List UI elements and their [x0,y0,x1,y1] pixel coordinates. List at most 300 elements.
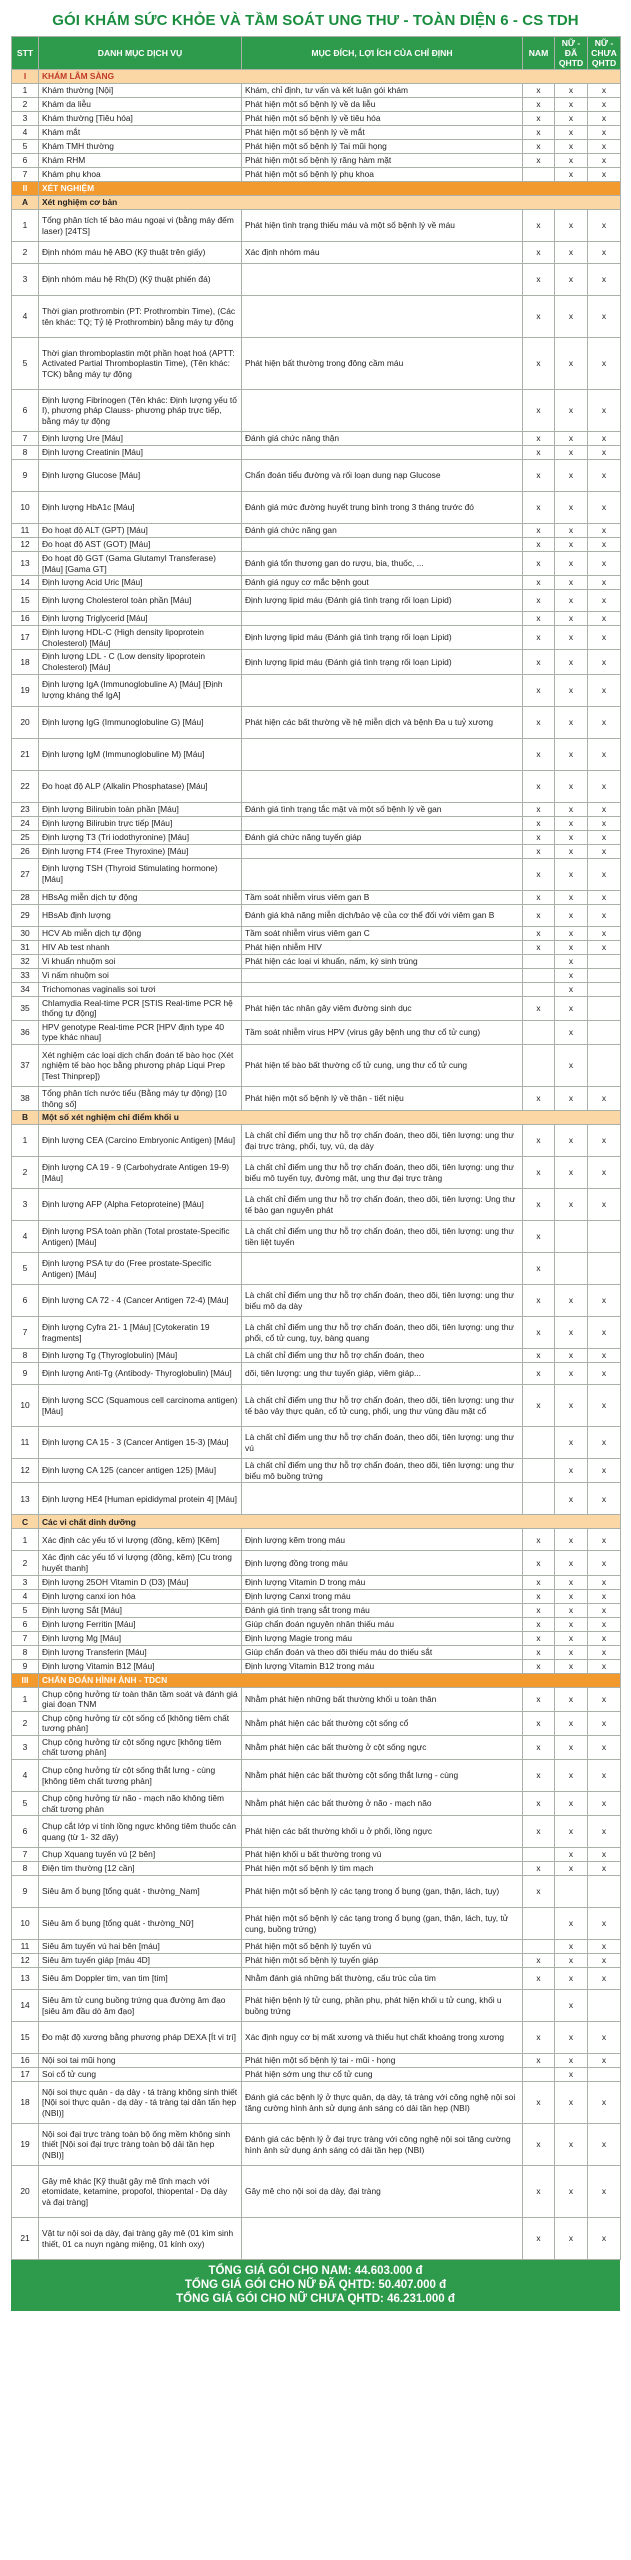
section-row [12,70,621,84]
female-single-mark: x [588,1285,621,1317]
table-row [12,2022,621,2054]
female-married-mark: x [555,770,588,802]
table-row [12,1285,621,1317]
male-mark [523,168,555,182]
female-married-mark: x [555,1848,588,1862]
section-row [12,1673,621,1687]
service-name: Chụp Xquang tuyến vú [2 bên] [39,1848,242,1862]
row-number: 38 [12,1086,39,1110]
table-row [12,84,621,98]
service-name: Định lượng PSA tự do (Free prostate-Specific Antigen) [Máu] [39,1253,242,1285]
service-purpose: Nhằm phát hiện các bất thường ở cột sống ngực [242,1735,523,1759]
female-single-mark: x [588,168,621,182]
row-number: 18 [12,650,39,674]
table-row [12,140,621,154]
service-name: Định lượng Bilirubin trực tiếp [Máu] [39,816,242,830]
table-row [12,1735,621,1759]
row-number: 10 [12,1908,39,1940]
female-single-mark: x [588,432,621,446]
male-mark: x [523,84,555,98]
male-mark: x [523,706,555,738]
female-single-mark: x [588,538,621,552]
section-title: Các vi chất dinh dưỡng [39,1515,621,1529]
service-name: Đo hoạt độ ALP (Alkalin Phosphatase) [Máu] [39,770,242,802]
female-married-mark: x [555,926,588,940]
section-number: I [12,70,39,84]
male-mark: x [523,538,555,552]
male-mark [523,1908,555,1940]
row-number: 19 [12,674,39,706]
row-number: 6 [12,1285,39,1317]
male-mark: x [523,1760,555,1792]
subsection-row [12,1111,621,1125]
service-name: Trichomonas vaginalis soi tươi [39,982,242,996]
female-single-mark: x [588,1816,621,1848]
male-mark: x [523,904,555,926]
female-married-mark: x [555,1189,588,1221]
service-purpose: Định lượng lipid máu (Đánh giá tình trạng rối loạn Lipid) [242,650,523,674]
service-name: Soi cổ tử cung [39,2068,242,2082]
service-name: Định lượng HbA1c [Máu] [39,492,242,524]
service-name: Định lượng PSA toàn phần (Total prostate-Specific Antigen) [Máu] [39,1221,242,1253]
row-number: 30 [12,926,39,940]
female-married-mark: x [555,84,588,98]
service-purpose [242,538,523,552]
service-name: Định lượng Fibrinogen (Tên khác: Định lượng yếu tố I), phương pháp Clauss- phương pháp trực tiếp, bằng máy tự động [39,390,242,432]
service-name: Siêu âm ổ bụng [tổng quát - thường_Nữ] [39,1908,242,1940]
female-married-mark: x [555,1385,588,1427]
service-name: HBsAg miễn dịch tự động [39,890,242,904]
service-name: Khám RHM [39,154,242,168]
service-purpose: Là chất chỉ điểm ung thư hỗ trợ chẩn đoán, theo dõi, tiên lượng: ung thư biểu mô buồng trứng [242,1459,523,1483]
table-row [12,830,621,844]
row-number: 15 [12,2022,39,2054]
row-number: 17 [12,626,39,650]
female-single-mark: x [588,1617,621,1631]
row-number: 12 [12,538,39,552]
female-married-mark: x [555,1792,588,1816]
service-name: HBsAb định lượng [39,904,242,926]
service-name: Chụp cộng hưởng từ toàn thân tầm soát và đánh giá giai đoạn TNM [39,1687,242,1711]
female-married-mark: x [555,446,588,460]
service-name: Định lượng CA 125 (cancer antigen 125) [Máu] [39,1459,242,1483]
service-purpose: Là chất chỉ điểm ung thư hỗ trợ chẩn đoán, theo dõi, tiên lượng: ung thư tiền liệt tuyến [242,1221,523,1253]
male-mark: x [523,1385,555,1427]
service-purpose: dõi, tiên lượng: ung thư tuyến giáp, viêm giáp... [242,1363,523,1385]
service-name: Vi nấm nhuộm soi [39,968,242,982]
service-name: Siêu âm tuyến giáp [máu 4D] [39,1954,242,1968]
service-purpose: Đánh giá khả năng miễn dịch/bảo vệ của cơ thể đối với viêm gan B [242,904,523,926]
female-married-mark: x [555,1908,588,1940]
female-married-mark: x [555,538,588,552]
female-married-mark: x [555,1427,588,1459]
service-purpose [242,446,523,460]
service-purpose: Phát hiện một số bệnh lý Tai mũi họng [242,140,523,154]
female-married-mark: x [555,338,588,390]
table-row [12,1575,621,1589]
service-purpose: Phát hiện một số bệnh lý tim mạch [242,1862,523,1876]
male-mark [523,1044,555,1086]
female-single-mark: x [588,590,621,612]
table-row [12,1189,621,1221]
service-name: Định lượng CEA (Carcino Embryonic Antigen) [Máu] [39,1125,242,1157]
female-married-mark: x [555,1760,588,1792]
service-name: Định lượng Sắt [Máu] [39,1603,242,1617]
female-married-mark: x [555,1735,588,1759]
female-single-mark: x [588,1711,621,1735]
female-single-mark: x [588,2124,621,2166]
table-row [12,112,621,126]
female-married-mark: x [555,242,588,264]
page-title: GÓI KHÁM SỨC KHỎE VÀ TẦM SOÁT UNG THƯ - TOÀN DIỆN 6 - CS TDH [52,12,579,29]
female-single-mark: x [588,1125,621,1157]
female-single-mark: x [588,98,621,112]
section-title: XÉT NGHIỆM [39,182,621,196]
table-row [12,1631,621,1645]
male-mark: x [523,1816,555,1848]
table-row [12,706,621,738]
row-number: 23 [12,802,39,816]
service-name: Định nhóm máu hệ Rh(D) (Kỹ thuật phiến đá) [39,264,242,296]
service-name: Định lượng HDL-C (High density lipoprotein Cholesterol) [Máu] [39,626,242,650]
row-number: 8 [12,1645,39,1659]
female-married-mark: x [555,1617,588,1631]
table-row [12,1908,621,1940]
service-name: Chụp cộng hưởng từ cột sống thắt lưng - cùng [không tiêm chất tương phản] [39,1760,242,1792]
row-number: 6 [12,390,39,432]
service-purpose: Phát hiện các bất thường về hệ miễn dịch và bệnh Đa u tuỷ xương [242,706,523,738]
table-row [12,524,621,538]
male-mark: x [523,650,555,674]
male-mark: x [523,2022,555,2054]
female-single-mark: x [588,1427,621,1459]
service-purpose: Nhằm phát hiện những bất thường khối u toàn thân [242,1687,523,1711]
female-married-mark: x [555,816,588,830]
female-single-mark: x [588,1908,621,1940]
section-number: B [12,1111,39,1125]
row-number: 15 [12,590,39,612]
female-single-mark: x [588,446,621,460]
service-name: Chụp cộng hưởng từ cột sống ngực [không tiêm chất tương phản] [39,1735,242,1759]
female-married-mark: x [555,954,588,968]
female-married-mark: x [555,968,588,982]
service-purpose: Gây mê cho nội soi dạ dày, đại tràng [242,2166,523,2218]
row-number: 2 [12,98,39,112]
table-row [12,2166,621,2218]
table-row [12,2082,621,2124]
service-purpose: Phát hiện một số bệnh lý về tiêu hóa [242,112,523,126]
table-row [12,802,621,816]
female-married-mark: x [555,1589,588,1603]
male-mark: x [523,1659,555,1673]
service-name: Định nhóm máu hệ ABO (Kỹ thuật trên giấy) [39,242,242,264]
service-name: Chlamydia Real-time PCR [STIS Real-time PCR hệ thống tự động] [39,996,242,1020]
female-single-mark: x [588,1792,621,1816]
service-name: Định lượng IgM (Immunoglobuline M) [Máu] [39,738,242,770]
service-name: Định lượng canxi ion hóa [39,1589,242,1603]
row-number: 7 [12,1317,39,1349]
service-name: Thời gian prothrombin (PT: Prothrombin Time), (Các tên khác: TQ; Tỷ lệ Prothrombin) bằng máy tự động [39,296,242,338]
service-purpose: Phát hiện một số bệnh lý tuyến vú [242,1940,523,1954]
female-married-mark: x [555,590,588,612]
female-single-mark: x [588,2082,621,2124]
female-single-mark: x [588,1483,621,1515]
male-mark: x [523,210,555,242]
male-mark: x [523,674,555,706]
male-mark: x [523,830,555,844]
female-married-mark: x [555,1816,588,1848]
table-row [12,1125,621,1157]
service-name: Định lượng Ferritin [Máu] [39,1617,242,1631]
service-purpose: Là chất chỉ điểm ung thư hỗ trợ chẩn đoán, theo dõi, tiên lượng: ung thư đại trực tràng, phổi, tụy, vú, dạ dày [242,1125,523,1157]
service-purpose: Định lượng Canxi trong máu [242,1589,523,1603]
row-number: 1 [12,1687,39,1711]
female-married-mark: x [555,1711,588,1735]
table-row [12,2054,621,2068]
row-number: 16 [12,612,39,626]
male-mark: x [523,1317,555,1349]
row-number: 37 [12,1044,39,1086]
service-purpose: Phát hiện một số bệnh lý tai - mũi - họng [242,2054,523,2068]
service-purpose: Đánh giá tổn thương gan do rượu, bia, thuốc, ... [242,552,523,576]
female-married-mark: x [555,2124,588,2166]
service-name: Định lượng CA 15 - 3 (Cancer Antigen 15-3) [Máu] [39,1427,242,1459]
male-mark: x [523,1086,555,1110]
female-single-mark: x [588,1363,621,1385]
service-purpose: Là chất chỉ điểm ung thư hỗ trợ chẩn đoán, theo dõi, tiên lượng: ung thư tế bào vảy thực quản, cổ tử cung, phổi, ung thư vùng đầu mặt cổ [242,1385,523,1427]
female-single-mark: x [588,1968,621,1990]
female-single-mark: x [588,1659,621,1673]
service-name: Định lượng LDL - C (Low density lipoprotein Cholesterol) [Máu] [39,650,242,674]
row-number: 8 [12,446,39,460]
table-row [12,1711,621,1735]
female-married-mark: x [555,738,588,770]
male-mark: x [523,390,555,432]
row-number: 9 [12,1876,39,1908]
female-married-mark: x [555,612,588,626]
section-title: Một số xét nghiệm chỉ điểm khối u [39,1111,621,1125]
service-purpose: Là chất chỉ điểm ung thư hỗ trợ chẩn đoán, theo [242,1349,523,1363]
service-purpose: Xác định nguy cơ bị mất xương và thiếu hụt chất khoáng trong xương [242,2022,523,2054]
male-mark: x [523,612,555,626]
row-number: 17 [12,2068,39,2082]
service-purpose: Khám, chỉ định, tư vấn và kết luận gói khám [242,84,523,98]
service-purpose: Phát hiện tế bào bất thường cổ tử cung, ung thư cổ tử cung [242,1044,523,1086]
female-married-mark: x [555,1317,588,1349]
row-number: 7 [12,168,39,182]
female-married-mark: x [555,576,588,590]
table-row [12,1020,621,1044]
female-married-mark: x [555,1862,588,1876]
female-single-mark: x [588,1735,621,1759]
male-mark: x [523,338,555,390]
male-mark: x [523,2124,555,2166]
section-number: III [12,1673,39,1687]
service-name: Khám phụ khoa [39,168,242,182]
table-row [12,446,621,460]
female-single-mark: x [588,1848,621,1862]
row-number: 5 [12,1603,39,1617]
female-single-mark: x [588,296,621,338]
female-married-mark: x [555,1086,588,1110]
table-body [12,70,621,2260]
male-mark: x [523,890,555,904]
row-number: 1 [12,84,39,98]
row-number: 36 [12,1020,39,1044]
male-mark: x [523,1157,555,1189]
male-mark: x [523,1687,555,1711]
table-row [12,1848,621,1862]
table-row [12,1968,621,1990]
service-name: Định lượng HE4 [Human epididymal protein 4] [Máu] [39,1483,242,1515]
service-purpose [242,390,523,432]
table-row [12,612,621,626]
service-name: Định lượng Anti-Tg (Antibody- Thyroglobulin) [Máu] [39,1363,242,1385]
female-single-mark [588,996,621,1020]
female-single-mark: x [588,2054,621,2068]
service-purpose [242,968,523,982]
service-name: Xác định các yếu tố vi lượng (đồng, kẽm) [Cu trong huyết thanh] [39,1551,242,1575]
female-single-mark: x [588,890,621,904]
total-female-married: TỔNG GIÁ GÓI CHO NỮ ĐÃ QHTD: 50.407.000 đ [184,2279,447,2292]
service-name: Định lượng Creatinin [Máu] [39,446,242,460]
male-mark: x [523,112,555,126]
header-female-married: NỮ - ĐÃ QHTD [555,37,588,70]
service-name: Gây mê khác [Kỹ thuật gây mê tĩnh mạch với etomidate, ketamine, propofol, thiopental - Dạ dày và đại tràng] [39,2166,242,2218]
female-single-mark: x [588,1631,621,1645]
table-row [12,210,621,242]
male-mark: x [523,432,555,446]
table-row [12,674,621,706]
male-mark: x [523,1189,555,1221]
female-single-mark: x [588,524,621,538]
service-name: Chụp cắt lớp vi tính lồng ngực không tiêm thuốc cản quang (từ 1- 32 dãy) [39,1816,242,1848]
female-married-mark: x [555,1349,588,1363]
table-row [12,1221,621,1253]
service-purpose: Phát hiện một số bệnh lý các tạng trong ổ bụng (gan, thận, lách, tụy) [242,1876,523,1908]
row-number: 3 [12,112,39,126]
male-mark: x [523,1603,555,1617]
male-mark: x [523,242,555,264]
female-single-mark: x [588,1954,621,1968]
service-name: Định lượng Ure [Máu] [39,432,242,446]
female-single-mark: x [588,770,621,802]
service-name: Định lượng SCC (Squamous cell carcinoma antigen) [Máu] [39,1385,242,1427]
header-purpose: MỤC ĐÍCH, LỢI ÍCH CỦA CHỈ ĐỊNH [242,37,523,70]
service-purpose: Tầm soát nhiễm virus viêm gan B [242,890,523,904]
female-married-mark: x [555,460,588,492]
service-name: Định lượng IgA (Immunoglobuline A) [Máu] [Định lượng kháng thể IgA] [39,674,242,706]
female-single-mark: x [588,112,621,126]
row-number: 14 [12,576,39,590]
service-purpose: Phát hiện sớm ung thư cổ tử cung [242,2068,523,2082]
male-mark: x [523,996,555,1020]
female-married-mark: x [555,1990,588,2022]
table-row [12,996,621,1020]
service-name: Siêu âm Doppler tim, van tim [tim] [39,1968,242,1990]
female-married-mark: x [555,2022,588,2054]
service-name: Chụp cộng hưởng từ não - mạch não không tiêm chất tương phản [39,1792,242,1816]
service-purpose [242,858,523,890]
service-purpose: Phát hiện một số bệnh lý răng hàm mặt [242,154,523,168]
service-purpose: Chẩn đoán tiểu đường và rối loạn dung nạp Glucose [242,460,523,492]
service-purpose: Đánh giá chức năng thận [242,432,523,446]
male-mark: x [523,446,555,460]
row-number: 5 [12,1253,39,1285]
service-purpose: Đánh giá chức năng gan [242,524,523,538]
row-number: 32 [12,954,39,968]
service-purpose [242,982,523,996]
male-mark [523,1459,555,1483]
service-purpose: Định lượng Magie trong máu [242,1631,523,1645]
service-name: Định lượng Mg [Máu] [39,1631,242,1645]
row-number: 1 [12,1125,39,1157]
female-single-mark: x [588,1189,621,1221]
service-purpose: Định lượng Vitamin B12 trong máu [242,1659,523,1673]
row-number: 3 [12,264,39,296]
male-mark [523,1020,555,1044]
service-purpose: Nhằm phát hiện các bất thường cột sống cổ [242,1711,523,1735]
female-single-mark [588,1876,621,1908]
service-purpose: Phát hiện một số bệnh lý về thận - tiết niệu [242,1086,523,1110]
service-name: Siêu âm tuyến vú hai bên [máu] [39,1940,242,1954]
table-row [12,738,621,770]
row-number: 4 [12,296,39,338]
female-married-mark: x [555,1645,588,1659]
female-married-mark: x [555,626,588,650]
male-mark: x [523,1968,555,1990]
table-row [12,338,621,390]
row-number: 4 [12,1760,39,1792]
row-number: 26 [12,844,39,858]
service-name: Khám TMH thường [39,140,242,154]
service-purpose: Phát hiện một số bệnh lý các tạng trong ổ bụng (gan, thận, lách, tụy, tử cung, buồng trứng) [242,1908,523,1940]
service-purpose: Đánh giá chức năng tuyến giáp [242,830,523,844]
male-mark: x [523,802,555,816]
service-purpose: Định lượng lipid máu (Đánh giá tình trạng rối loạn Lipid) [242,590,523,612]
female-married-mark [555,1221,588,1253]
male-mark: x [523,524,555,538]
service-purpose: Phát hiện các bất thường khối u ở phổi, lồng ngực [242,1816,523,1848]
service-name: Định lượng T3 (Tri iodothyronine) [Máu] [39,830,242,844]
male-mark: x [523,1253,555,1285]
table-row [12,538,621,552]
table-row [12,126,621,140]
service-purpose [242,1483,523,1515]
service-purpose: Định lượng Vitamin D trong máu [242,1575,523,1589]
row-number: 25 [12,830,39,844]
row-number: 22 [12,770,39,802]
female-married-mark: x [555,1483,588,1515]
table-row [12,264,621,296]
female-single-mark: x [588,1940,621,1954]
row-number: 4 [12,1221,39,1253]
service-purpose: Đánh giá mức đường huyết trung bình trong 3 tháng trước đó [242,492,523,524]
row-number: 11 [12,524,39,538]
female-single-mark: x [588,210,621,242]
table-row [12,940,621,954]
service-name: Định lượng Cyfra 21- 1 [Máu] [Cytokeratin 19 fragments] [39,1317,242,1349]
female-single-mark: x [588,2022,621,2054]
service-purpose: Phát hiện một số bệnh lý tuyến giáp [242,1954,523,1968]
female-single-mark [588,1990,621,2022]
female-married-mark: x [555,674,588,706]
male-mark: x [523,2218,555,2260]
table-row [12,1044,621,1086]
male-mark: x [523,296,555,338]
table-row [12,432,621,446]
female-married-mark [555,1876,588,1908]
